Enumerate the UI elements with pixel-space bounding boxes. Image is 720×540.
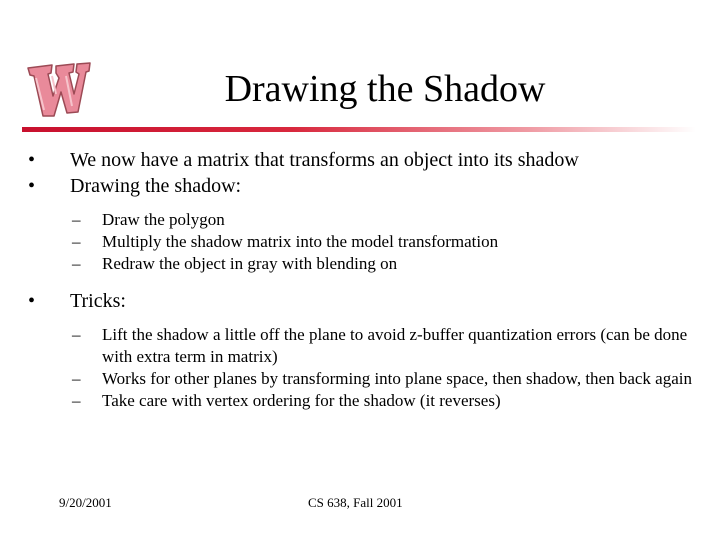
dash-glyph: –: [72, 391, 81, 410]
footer-date: 9/20/2001: [59, 495, 112, 510]
title-underline: [22, 127, 696, 132]
sub-bullet-list: [28, 324, 708, 412]
sub-bullet-item: [28, 368, 708, 390]
dash-glyph: –: [72, 232, 81, 251]
dash-glyph: –: [72, 210, 81, 229]
bullet-glyph: •: [28, 175, 36, 197]
bullet-glyph: •: [28, 290, 36, 312]
bullet-item: [28, 147, 708, 173]
bullet-list: [28, 147, 708, 425]
sub-bullet-item: [28, 209, 708, 231]
bullet-glyph: •: [28, 149, 36, 171]
bullet-text: We now have a matrix that transforms an object into its shadow: [70, 149, 579, 171]
sub-bullet-item: [28, 253, 708, 275]
sub-bullet-text: Take care with vertex ordering for the shadow (it reverses): [102, 391, 501, 410]
sub-bullet-text: Multiply the shadow matrix into the model transformation: [102, 232, 499, 251]
sub-bullet-item: [28, 231, 708, 253]
dash-glyph: –: [72, 254, 81, 273]
sub-bullet-text: Lift the shadow a little off the plane to avoid z-buffer quantization errors (can be done with extra term in matrix): [102, 325, 688, 366]
bullet-item: [28, 288, 708, 314]
sub-bullet-text: Works for other planes by transforming into plane space, then shadow, then back again: [102, 369, 692, 388]
slide-title: Drawing the Shadow: [224, 68, 546, 110]
sub-bullet-text: Draw the polygon: [102, 210, 225, 229]
wisconsin-w-logo: [22, 54, 94, 124]
sub-bullet-text: Redraw the object in gray with blending on: [102, 254, 398, 273]
sub-bullet-item: [28, 324, 708, 368]
sub-bullet-item: [28, 390, 708, 412]
sub-bullet-list: [28, 209, 708, 275]
dash-glyph: –: [72, 369, 81, 388]
bullet-item: [28, 173, 708, 199]
dash-glyph: –: [72, 325, 81, 344]
footer-course: CS 638, Fall 2001: [308, 495, 403, 510]
bullet-text: Drawing the shadow:: [70, 175, 242, 197]
bullet-text: Tricks:: [70, 290, 126, 312]
